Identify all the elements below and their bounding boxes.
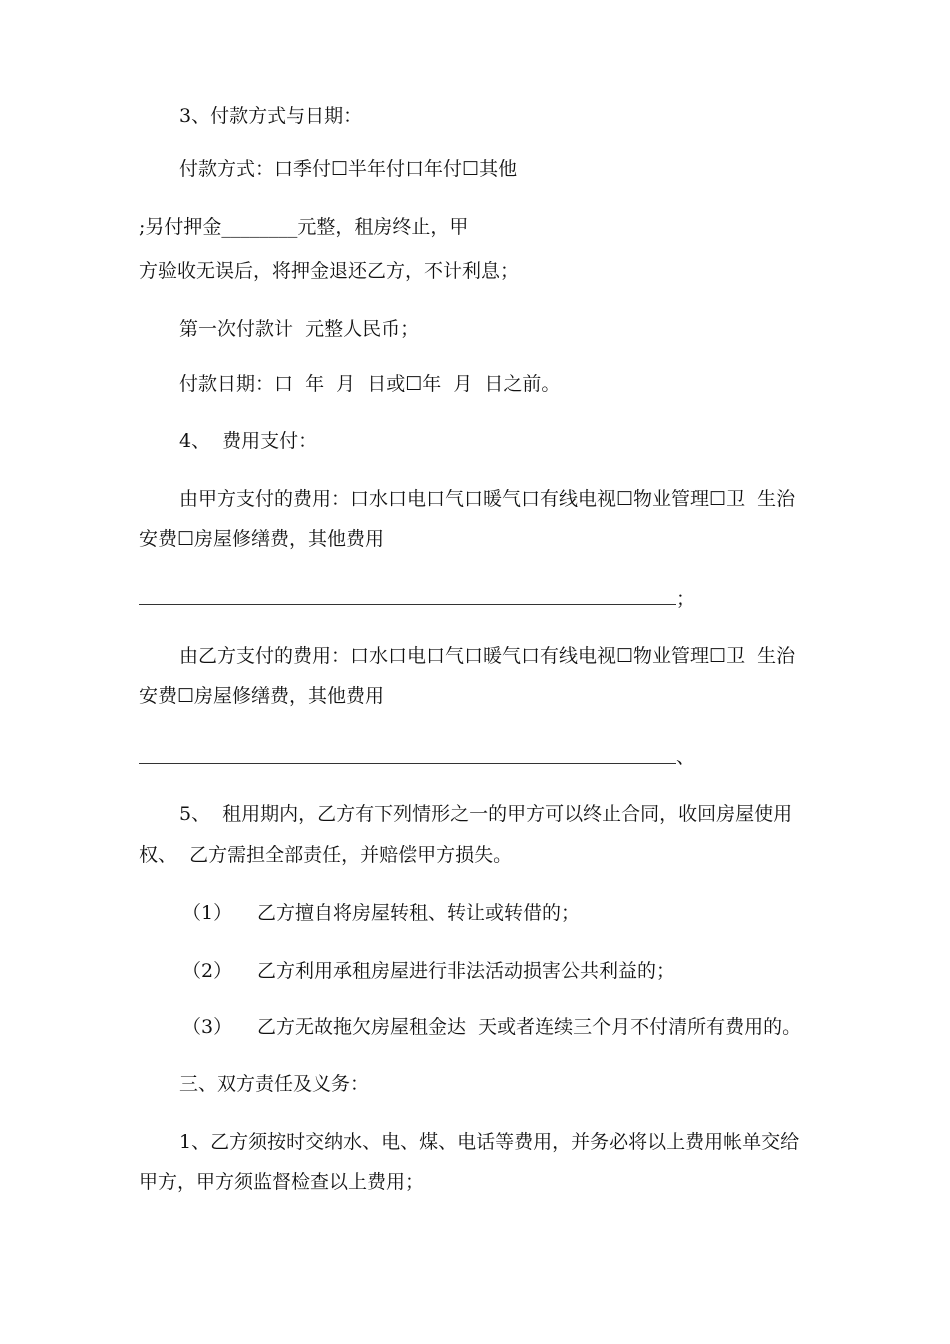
list-marker-2: （2） xyxy=(182,960,233,982)
section-heading-termination: 5、 租用期内，乙方有下列情形之一的甲方可以终止合同，收回房屋使用 xyxy=(179,803,793,825)
obligation-1-line-cont: 甲方，甲方须监督检查以上费用； xyxy=(139,1171,425,1193)
payment-date-line: 付款日期：口 年 月 日或☐年 月 日之前。 xyxy=(179,373,561,395)
blank-terminator: ； xyxy=(676,588,696,610)
list-item-3: 乙方无故拖欠房屋租金达 天或者连续三个月不付清所有费用的。 xyxy=(257,1016,802,1038)
list-item-1: 乙方擅自将房屋转租、转让或转借的； xyxy=(257,902,581,924)
list-marker-1: （1） xyxy=(182,902,233,924)
list-marker-3: （3） xyxy=(182,1016,233,1038)
deposit-line-cont: 方验收无误后，将押金退还乙方，不计利息； xyxy=(139,260,520,282)
deposit-line: ;另付押金________元整，租房终止，甲 xyxy=(139,216,469,238)
termination-line-cont: 权、 乙方需担全部责任，并赔偿甲方损失。 xyxy=(139,844,513,866)
party-b-fees-line: 由乙方支付的费用：口水口电口气口暖气口有线电视☐物业管理☐卫 生治 xyxy=(179,645,796,667)
blank-terminator: 、 xyxy=(676,746,696,768)
obligation-1-line: 1、乙方须按时交纳水、电、煤、电话等费用，并务必将以上费用帐单交给 xyxy=(179,1131,800,1153)
fill-in-blank-line xyxy=(139,763,676,764)
payment-method-line: 付款方式：口季付☐半年付口年付☐其他 xyxy=(179,158,518,180)
section-heading-payment: 3、付款方式与日期： xyxy=(179,105,363,127)
fill-in-blank-line xyxy=(139,604,676,605)
section-heading-fees: 4、 费用支付： xyxy=(179,430,318,452)
first-payment-line: 第一次付款计 元整人民币； xyxy=(179,318,420,340)
list-item-2: 乙方利用承租房屋进行非法活动损害公共利益的； xyxy=(257,960,676,982)
party-b-fees-line-cont: 安费☐房屋修缮费，其他费用 xyxy=(139,685,385,707)
party-a-fees-line: 由甲方支付的费用：口水口电口气口暖气口有线电视☐物业管理☐卫 生治 xyxy=(179,488,796,510)
party-a-fees-line-cont: 安费☐房屋修缮费，其他费用 xyxy=(139,528,385,550)
section-heading-obligations: 三、双方责任及义务： xyxy=(179,1073,370,1095)
